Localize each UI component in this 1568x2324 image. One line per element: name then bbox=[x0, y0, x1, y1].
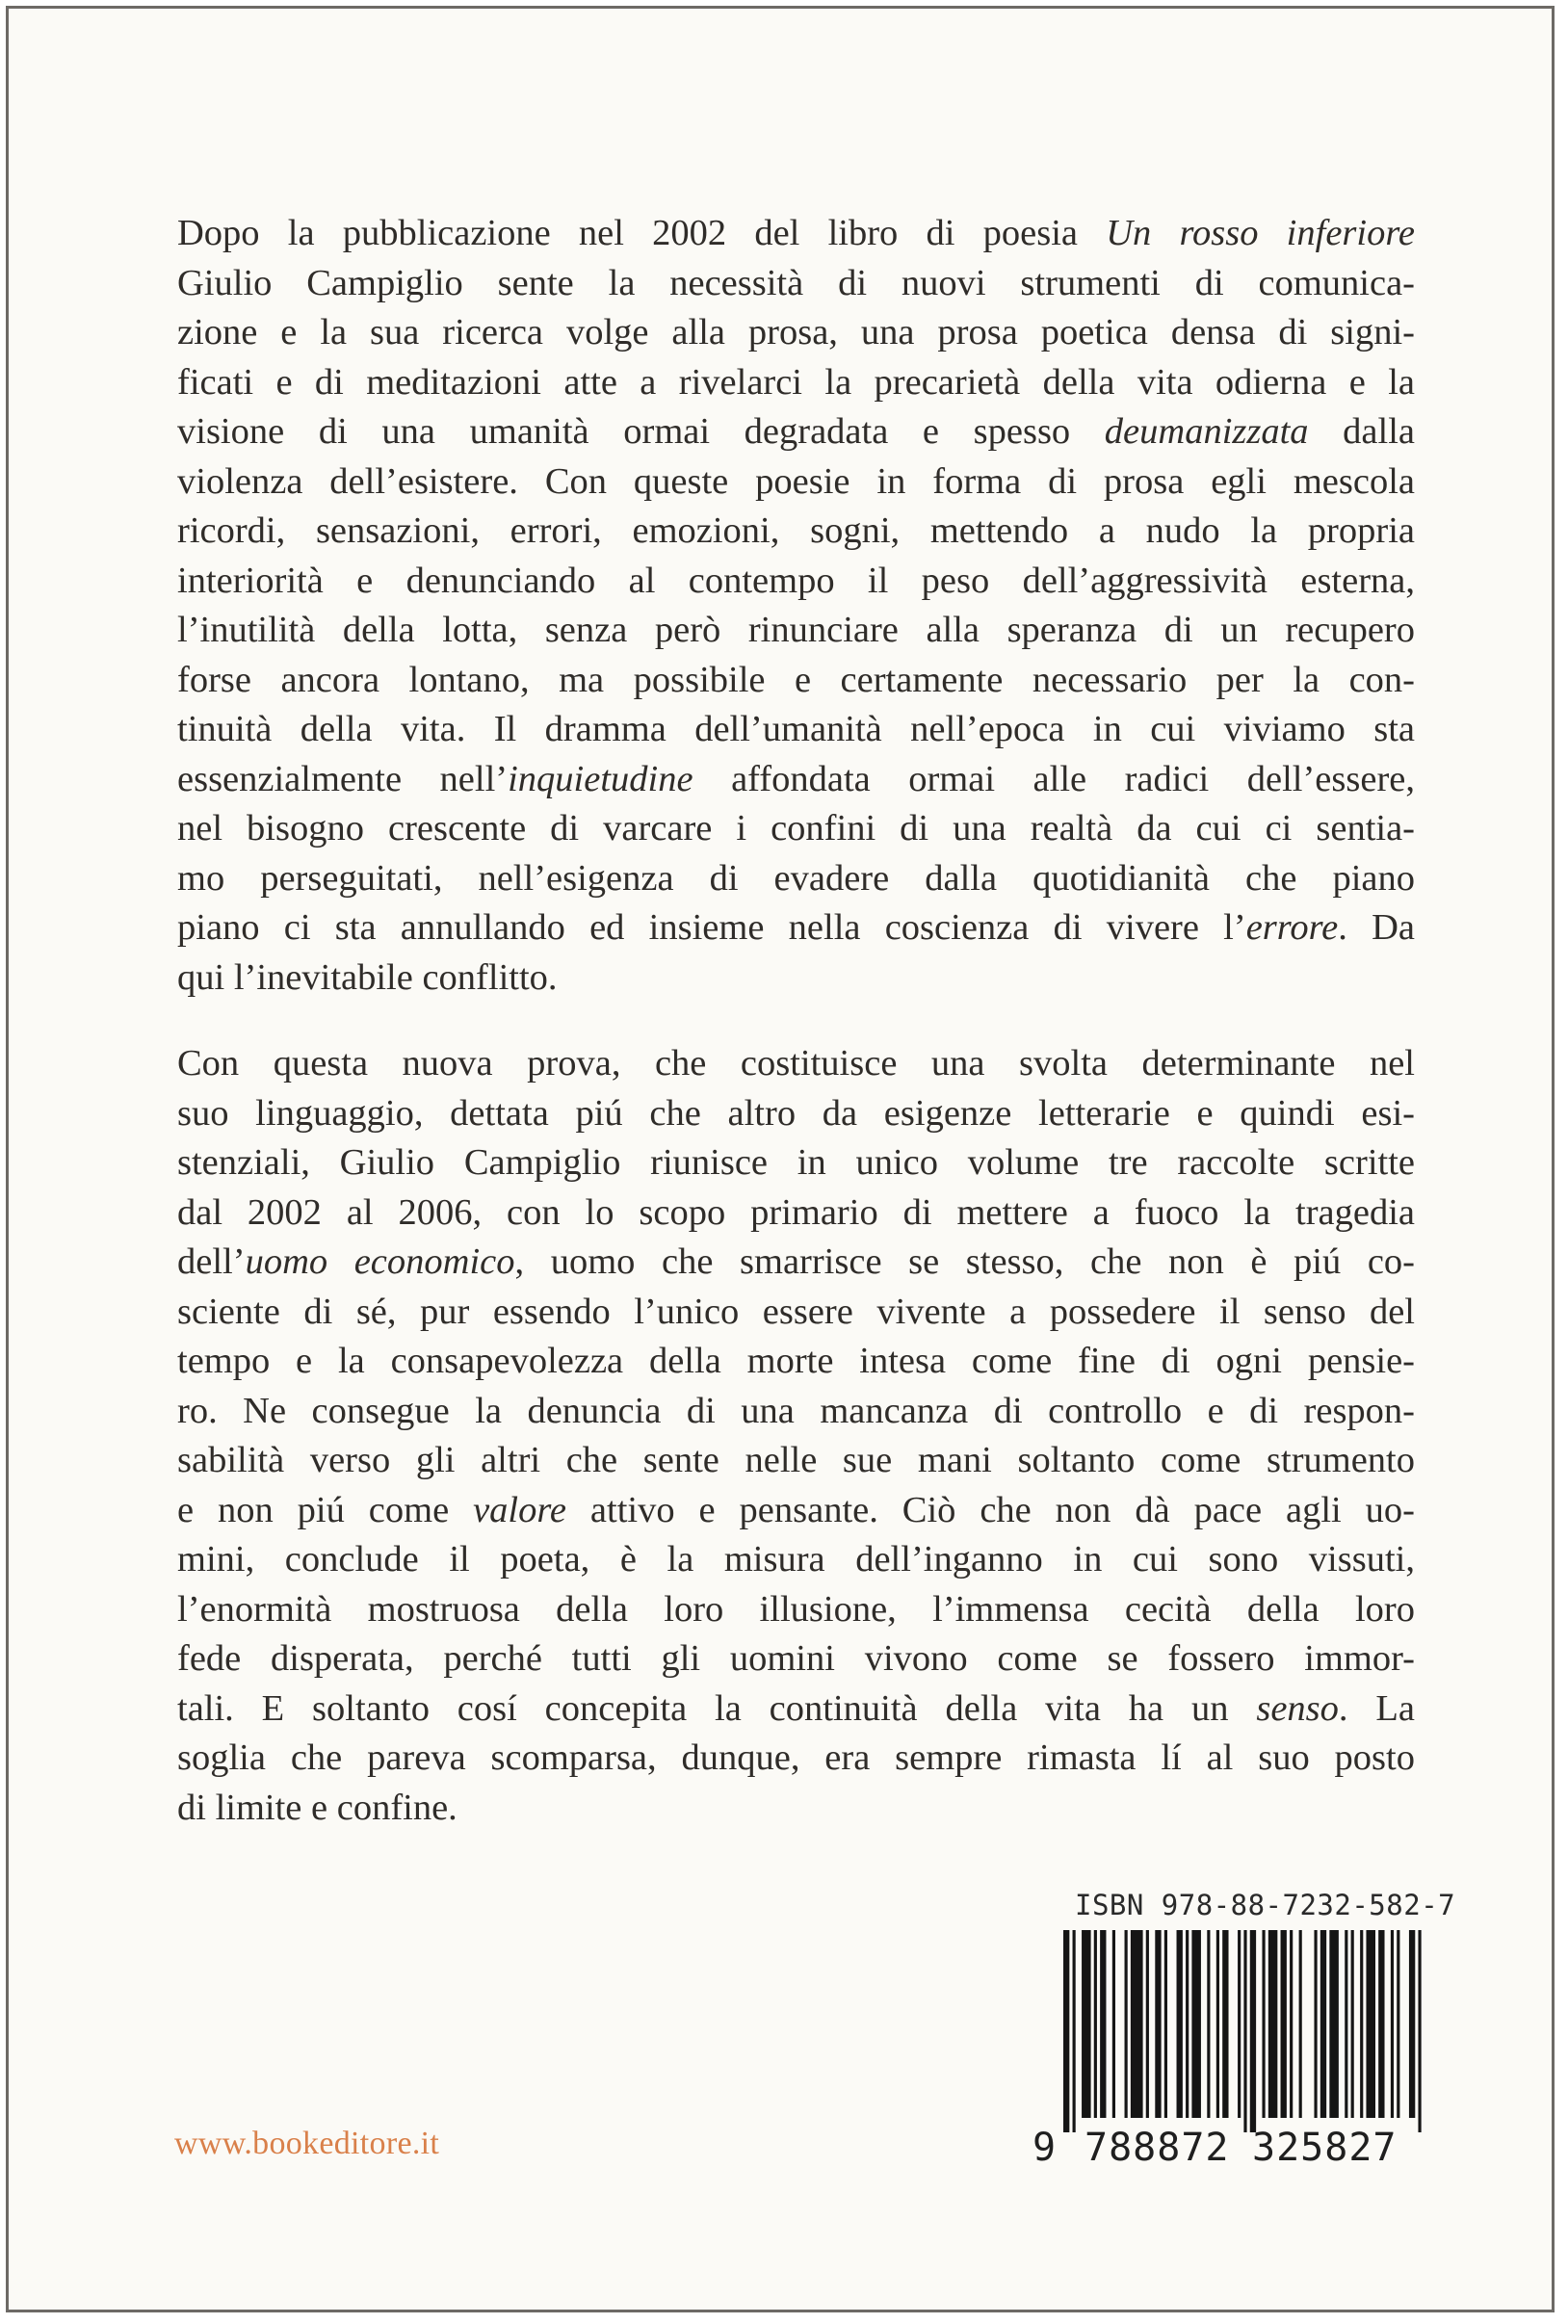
text-line bbox=[177, 1784, 1415, 1834]
text-line bbox=[177, 557, 1415, 607]
barcode-bar bbox=[1290, 1930, 1293, 2118]
barcode-bar bbox=[1250, 1930, 1256, 2132]
italic-run: valore bbox=[473, 1489, 567, 1530]
text-run: zione e la sua ricerca volge alla prosa, una prosa poetica densa di signi- bbox=[177, 312, 1415, 353]
text-run: suo linguaggio, dettata piú che altro da esigenze letterarie e quindi esi- bbox=[177, 1092, 1415, 1134]
italic-run: Un rosso inferiore bbox=[1106, 213, 1415, 253]
text-run: dalla bbox=[1308, 411, 1415, 452]
text-run: qui l’inevitabile conflitto. bbox=[177, 956, 558, 998]
barcode-bar bbox=[1351, 1930, 1354, 2118]
italic-run: errore bbox=[1245, 907, 1339, 948]
text-line bbox=[177, 259, 1415, 309]
barcode-bar bbox=[1125, 1930, 1128, 2118]
text-run: tempo e la consapevolezza della morte intesa come fine di ogni pensie- bbox=[177, 1341, 1415, 1381]
barcode-bar bbox=[1063, 1930, 1069, 2132]
text-line bbox=[177, 1634, 1415, 1684]
barcode-bar bbox=[1314, 1930, 1317, 2118]
barcode-bar bbox=[1216, 1930, 1219, 2118]
barcode-bar bbox=[1262, 1930, 1265, 2118]
text-run: Con questa nuova prova, che costituisce una svolta determinante nel bbox=[177, 1043, 1415, 1084]
italic-run: senso bbox=[1256, 1687, 1339, 1729]
barcode-bar bbox=[1191, 1930, 1201, 2118]
text-run: dal 2002 al 2006, con lo scopo primario di mettere a fuoco la tragedia bbox=[177, 1191, 1415, 1233]
text-run: sabilità verso gli altri che sente nelle sue mani soltanto come strumento bbox=[177, 1440, 1415, 1480]
barcode-bar bbox=[1112, 1930, 1115, 2118]
text-line bbox=[177, 1089, 1415, 1139]
barcode-bar bbox=[1378, 1930, 1384, 2118]
barcode-bar bbox=[1345, 1930, 1347, 2118]
text-run: fede disperata, perché tutti gli uomini vivono come se fossero immor- bbox=[177, 1638, 1415, 1679]
italic-run: inquietudine bbox=[508, 758, 693, 799]
barcode-bar bbox=[1164, 1930, 1167, 2118]
barcode-bar bbox=[1073, 1930, 1076, 2132]
text-run: soglia che pareva scomparsa, dunque, era sempre rimasta lí al suo posto bbox=[177, 1737, 1415, 1778]
text-run: ficati e di meditazioni atte a rivelarci la precarietà della vita odierna e la bbox=[177, 361, 1415, 403]
text-run: forse ancora lontano, ma possibile e certamente necessario per la con- bbox=[177, 659, 1415, 700]
text-run: l’enormità mostruosa della loro illusione, l’immensa cecità della loro bbox=[177, 1588, 1415, 1630]
text-line bbox=[177, 407, 1415, 457]
text-run: sciente di sé, pur essendo l’unico essere vivente a possedere il senso del bbox=[177, 1291, 1415, 1332]
text-line bbox=[177, 755, 1415, 805]
barcode-bar bbox=[1360, 1930, 1363, 2118]
text-line bbox=[177, 308, 1415, 358]
blurb-paragraph-2 bbox=[177, 1039, 1415, 1833]
text-line bbox=[177, 1238, 1415, 1288]
barcode-bar bbox=[1155, 1930, 1161, 2118]
text-line bbox=[177, 1436, 1415, 1486]
text-run: ro. Ne consegue la denuncia di una mancanza di controllo e di respon- bbox=[177, 1390, 1415, 1431]
text-line bbox=[177, 507, 1415, 557]
text-run: l’inutilità della lotta, senza però rinunciare alla speranza di un recupero bbox=[177, 610, 1415, 650]
italic-run: deumanizzata bbox=[1104, 411, 1309, 452]
barcode-bar bbox=[1409, 1930, 1415, 2118]
text-run: , uomo che smarrisce se stesso, che non è piú co- bbox=[514, 1241, 1415, 1282]
barcode-bar bbox=[1418, 1930, 1421, 2132]
text-run: violenza dell’esistere. Con queste poesie in forma di prosa egli mescola bbox=[177, 460, 1415, 502]
text-line bbox=[177, 358, 1415, 408]
barcode-bar bbox=[1207, 1930, 1210, 2118]
barcode-bar bbox=[1177, 1930, 1183, 2118]
text-line bbox=[177, 1684, 1415, 1735]
text-line bbox=[177, 1039, 1415, 1089]
barcode-bar bbox=[1281, 1930, 1287, 2118]
barcode-bar bbox=[1146, 1930, 1149, 2118]
barcode-bar bbox=[1131, 1930, 1143, 2118]
text-line bbox=[177, 1188, 1415, 1239]
text-line bbox=[177, 209, 1415, 259]
barcode-icon bbox=[1063, 1930, 1427, 2132]
barcode-bar bbox=[1397, 1930, 1399, 2118]
text-run: mo perseguitati, nell’esigenza di evadere dalla quotidianità che piano bbox=[177, 857, 1415, 899]
publisher-website[interactable]: www.bookeditore.it bbox=[174, 2126, 440, 2161]
text-run: tinuità della vita. Il dramma dell’umanità nell’epoca in cui viviamo sta bbox=[177, 709, 1415, 749]
isbn-barcode-block bbox=[1032, 1887, 1456, 2180]
text-line bbox=[177, 1138, 1415, 1188]
text-run: attivo e pensante. Ciò che non dà pace agli uo- bbox=[566, 1489, 1415, 1530]
text-run: interiorità e denunciando al contempo il peso dell’aggressività esterna, bbox=[177, 560, 1415, 601]
isbn-label: ISBN 978-88-7232-582-7 bbox=[1075, 1889, 1456, 1921]
text-run: . La bbox=[1338, 1687, 1415, 1729]
blurb-paragraph-1 bbox=[177, 209, 1415, 1003]
barcode-bar bbox=[1243, 1930, 1246, 2132]
text-run: dell’ bbox=[177, 1241, 246, 1282]
text-run: tali. E soltanto cosí concepita la continuità della vita ha un bbox=[177, 1687, 1257, 1729]
text-run: . Da bbox=[1338, 907, 1415, 948]
barcode-digit-first: 9 bbox=[1032, 2126, 1057, 2170]
text-run: ricordi, sensazioni, errori, emozioni, sogni, mettendo a nudo la propria bbox=[177, 510, 1415, 551]
text-line bbox=[177, 854, 1415, 904]
text-line bbox=[177, 1734, 1415, 1784]
text-run: piano ci sta annullando ed insieme nella coscienza di vivere l’ bbox=[177, 907, 1246, 948]
book-back-cover bbox=[6, 6, 1555, 2312]
text-line bbox=[177, 457, 1415, 508]
text-line bbox=[177, 656, 1415, 706]
text-line bbox=[177, 1486, 1415, 1536]
text-line bbox=[177, 903, 1415, 953]
barcode-bar bbox=[1329, 1930, 1339, 2118]
barcode-bar bbox=[1366, 1930, 1375, 2118]
barcode-bar bbox=[1222, 1930, 1228, 2118]
barcode-bar bbox=[1094, 1930, 1097, 2118]
text-line bbox=[177, 1535, 1415, 1585]
barcode-digits-right: 325827 bbox=[1252, 2126, 1398, 2170]
barcode-bar bbox=[1320, 1930, 1326, 2118]
barcode-bar bbox=[1299, 1930, 1302, 2118]
text-line bbox=[177, 953, 1415, 1004]
barcode-bar bbox=[1082, 1930, 1091, 2118]
barcode-bar bbox=[1186, 1930, 1189, 2118]
barcode-bar bbox=[1238, 1930, 1241, 2118]
text-line bbox=[177, 1288, 1415, 1338]
text-run: e non piú come bbox=[177, 1489, 474, 1530]
barcode-bar bbox=[1100, 1930, 1106, 2118]
text-run: essenzialmente nell’ bbox=[177, 758, 509, 799]
text-run: mini, conclude il poeta, è la misura dell’inganno in cui sono vissuti, bbox=[177, 1539, 1415, 1580]
text-line bbox=[177, 804, 1415, 854]
text-run: Giulio Campiglio sente la necessità di nuovi strumenti di comunica- bbox=[177, 262, 1415, 303]
barcode-bar bbox=[1391, 1930, 1394, 2118]
text-run: nel bisogno crescente di varcare i confini di una realtà da cui ci sentia- bbox=[177, 808, 1415, 849]
text-run: di limite e confine. bbox=[177, 1787, 457, 1828]
barcode-bar bbox=[1268, 1930, 1278, 2118]
barcode-digits-left: 788872 bbox=[1085, 2126, 1230, 2170]
text-run: stenziali, Giulio Campiglio riunisce in unico volume tre raccolte scritte bbox=[177, 1142, 1415, 1183]
text-line bbox=[177, 1387, 1415, 1437]
text-run: affondata ormai alle radici dell’essere, bbox=[693, 758, 1415, 799]
text-line bbox=[177, 705, 1415, 755]
text-run: visione di una umanità ormai degradata e spesso bbox=[177, 411, 1105, 452]
italic-run: uomo economico bbox=[245, 1241, 515, 1282]
text-run: Dopo la pubblicazione nel 2002 del libro di poesia bbox=[177, 213, 1107, 253]
text-line bbox=[177, 1585, 1415, 1635]
text-line bbox=[177, 606, 1415, 656]
text-line bbox=[177, 1337, 1415, 1387]
